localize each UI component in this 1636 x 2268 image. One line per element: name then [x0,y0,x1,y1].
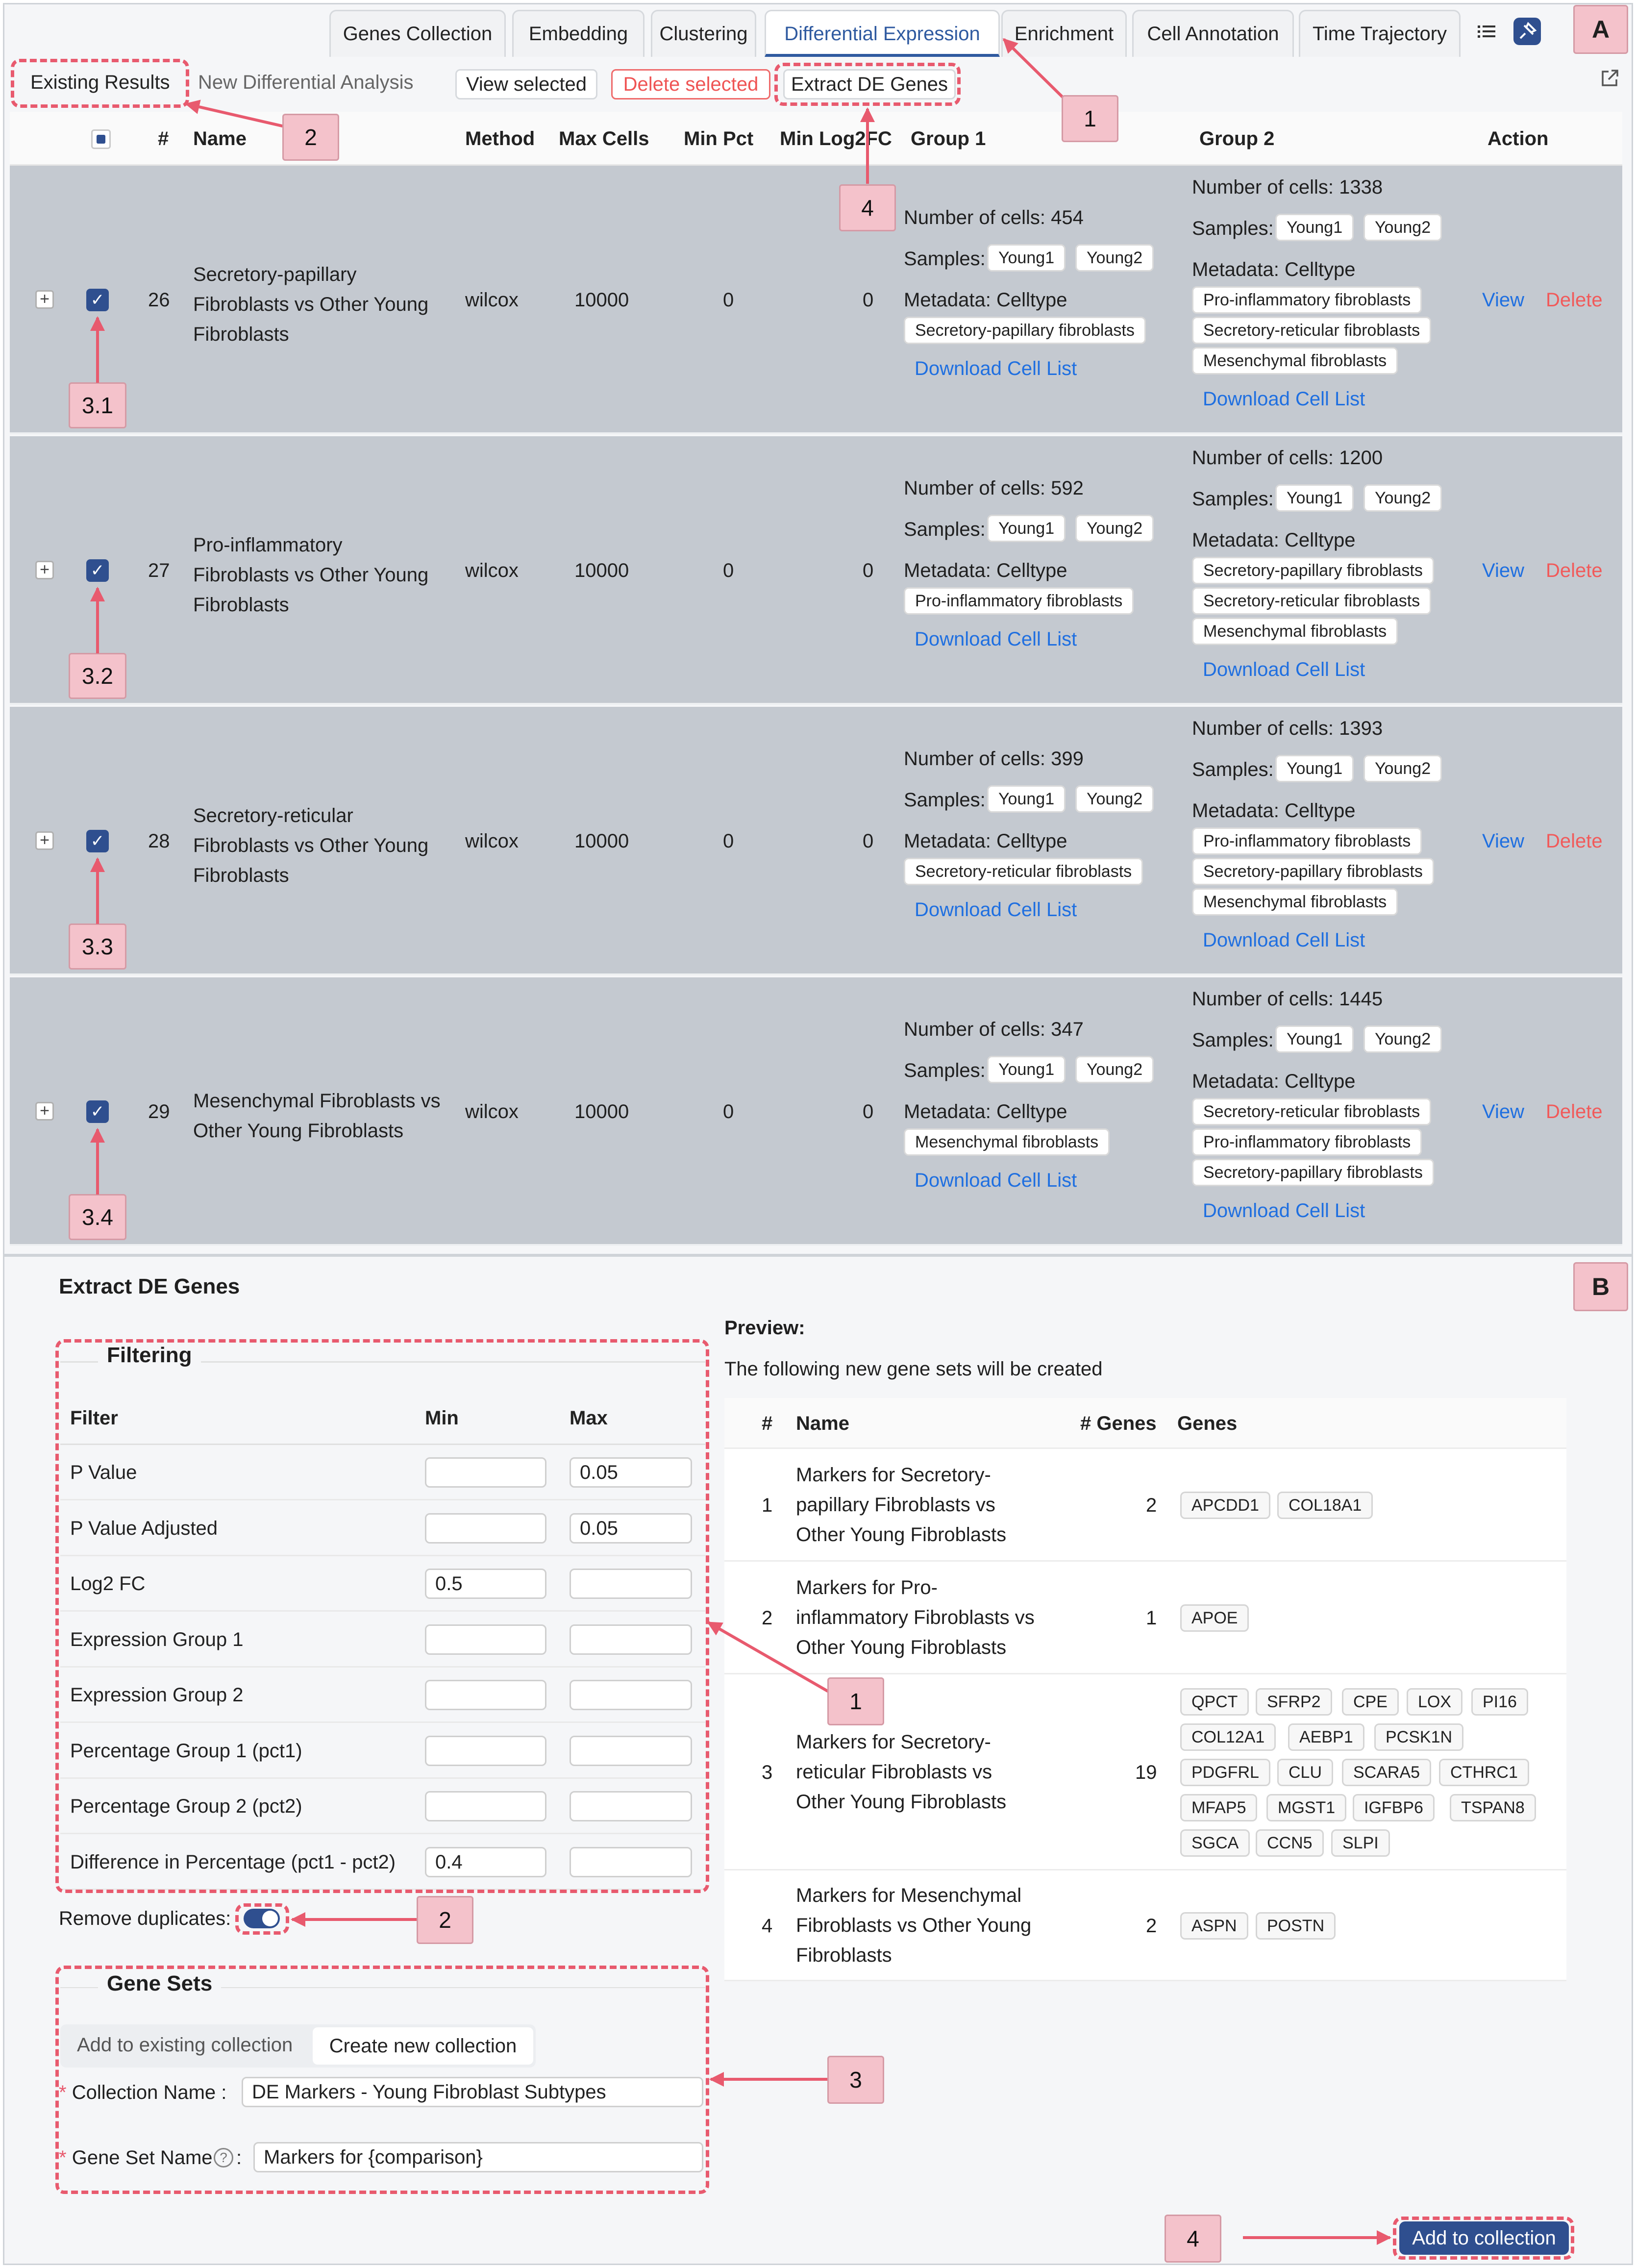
filter-label: Log2 FC [70,1573,146,1595]
filter-min-input[interactable]: 0.5 [425,1569,546,1599]
preview-name-line: Other Young Fibroblasts [796,1791,1007,1813]
g1-samples-label: Samples: [904,519,986,540]
gene-set-name-input[interactable]: Markers for {comparison} [253,2142,703,2172]
delete-link[interactable]: Delete [1546,1101,1603,1122]
callout-a1: 1 [1062,95,1118,142]
g2-metadata-label: Metadata: Celltype [1192,259,1356,280]
g1-metadata-label: Metadata: Celltype [904,1101,1067,1122]
col-min-log2fc: Min Log2FC [780,128,892,150]
gene-tag: MFAP5 [1180,1794,1257,1821]
g2-celltype-tag: Secretory-papillary fibroblasts [1192,858,1434,885]
view-link[interactable]: View [1482,1101,1524,1122]
filter-label: P Value [70,1462,137,1483]
g2-sample-tag: Young1 [1275,1025,1354,1053]
g2-celltype-tag: Mesenchymal fibroblasts [1192,347,1398,374]
preview-row-name [796,1727,1006,1817]
g2-samples-label: Samples: [1192,1029,1274,1051]
g1-cell-count-value: 454 [1051,207,1084,228]
row-min-pct: 0 [723,289,734,311]
tab-time-trajectory[interactable]: Time Trajectory [1299,10,1461,57]
select-all-checkbox[interactable] [91,129,111,149]
row-name [193,530,428,620]
col-method: Method [465,128,535,150]
preview-row-number: 2 [762,1607,773,1629]
row-max-cells: 10000 [574,830,629,852]
row-name-line: Secretory-reticular [193,805,353,826]
g1-cell-count [904,207,1084,229]
expand-row-icon[interactable]: + [35,561,54,579]
highlight-remove-duplicates [235,1903,289,1935]
highlight-filtering [55,1339,709,1893]
g1-samples-label: Samples: [904,1060,986,1081]
panel-label-a: A [1573,5,1628,54]
g1-cell-count-label: Number of cells: [904,748,1051,770]
row-min-log2fc: 0 [863,1101,874,1122]
row-min-pct: 0 [723,830,734,852]
filter-label: Percentage Group 1 (pct1) [70,1740,302,1762]
filter-col-filter: Filter [70,1407,118,1429]
row-checkbox[interactable]: ✓ [86,1100,109,1123]
checkbox-callout: 3.2 [69,653,126,699]
list-icon[interactable] [1477,22,1496,41]
g2-sample-tag: Young1 [1275,484,1354,512]
g2-cell-count [1192,718,1383,740]
g2-sample-tag: Young2 [1363,1025,1442,1053]
preview-col-name: Name [796,1413,849,1434]
g1-metadata-label: Metadata: Celltype [904,289,1067,311]
gene-tag: COL12A1 [1180,1723,1276,1751]
g2-download-cell-list-link[interactable]: Download Cell List [1203,659,1365,680]
preview-name-line: Other Young Fibroblasts [796,1637,1007,1658]
preview-gene-count: 19 [1135,1762,1157,1783]
preview-name-line: Fibroblasts [796,1944,892,1966]
gene-set-name-colon: : [236,2147,242,2168]
row-number: 27 [148,560,170,581]
row-number: 29 [148,1101,170,1122]
delete-selected-button[interactable]: Delete selected [611,69,770,100]
g2-celltype-tag: Secretory-reticular fibroblasts [1192,587,1431,615]
g2-cell-count-value: 1200 [1339,447,1383,469]
view-link[interactable]: View [1482,560,1524,581]
filter-label: Percentage Group 2 (pct2) [70,1795,302,1817]
collection-name-input[interactable]: DE Markers - Young Fibroblast Subtypes [242,2077,703,2107]
checkbox-callout: 3.4 [69,1194,126,1240]
g1-sample-tag: Young2 [1075,1056,1154,1083]
gene-tag: CPE [1342,1688,1399,1716]
filter-col-min: Min [425,1407,459,1429]
filter-max-input[interactable]: 0.05 [570,1457,692,1488]
g2-celltype-tag: Pro-inflammatory fibroblasts [1192,1128,1422,1156]
expand-row-icon[interactable]: + [35,290,54,309]
g2-celltype-tag: Secretory-papillary fibroblasts [1192,1159,1434,1186]
tab-enrichment[interactable]: Enrichment [1001,10,1127,57]
gene-tag: PDGFRL [1180,1759,1270,1786]
row-number: 26 [148,289,170,311]
preview-name-line: Fibroblasts vs Other Young [796,1915,1032,1936]
gene-tag: PCSK1N [1374,1723,1463,1751]
extract-title: Extract DE Genes [59,1274,240,1298]
col-min-pct: Min Pct [684,128,754,150]
g2-cell-count-label: Number of cells: [1192,447,1339,469]
row-method: wilcox [465,1101,519,1122]
g1-samples-label: Samples: [904,248,986,270]
g2-metadata-label: Metadata: Celltype [1192,529,1356,551]
col-max-cells: Max Cells [559,128,649,150]
delete-link[interactable]: Delete [1546,560,1603,581]
g1-cell-count [904,1019,1084,1041]
col-group1: Group 1 [911,128,986,150]
g2-download-cell-list-link[interactable]: Download Cell List [1203,929,1365,951]
preview-gene-count: 2 [1146,1495,1157,1516]
g1-metadata-label: Metadata: Celltype [904,560,1067,581]
row-name-line: Fibroblasts vs Other Young [193,835,429,856]
g2-metadata-label: Metadata: Celltype [1192,1071,1356,1092]
g2-celltype-tag: Secretory-reticular fibroblasts [1192,1098,1431,1125]
g1-download-cell-list-link[interactable]: Download Cell List [915,628,1077,650]
preview-name-line: Markers for Mesenchymal [796,1885,1022,1906]
table-row [10,977,1622,1246]
g1-sample-tag: Young1 [987,515,1066,542]
gene-tag: APOE [1180,1604,1249,1632]
g2-samples-label: Samples: [1192,218,1274,239]
tab-clustering[interactable]: Clustering [651,10,756,57]
row-checkbox[interactable]: ✓ [86,559,109,582]
callout-b2: 2 [417,1896,473,1944]
create-new-collection-option[interactable]: Create new collection [313,2027,533,2065]
row-name [193,801,428,891]
gene-tag: CCN5 [1256,1829,1324,1857]
g2-celltype-tag: Secretory-papillary fibroblasts [1192,557,1434,584]
gene-tag: MGST1 [1266,1794,1346,1821]
row-min-log2fc: 0 [863,289,874,311]
table-row [10,166,1622,434]
row-name-line: Fibroblasts vs Other Young [193,564,429,586]
row-number: 28 [148,830,170,852]
view-link[interactable]: View [1482,289,1524,311]
preview-row [724,1562,1566,1674]
preview-col-genes: Genes [1177,1413,1238,1434]
pin-icon[interactable] [1513,18,1541,45]
gene-tag: CTHRC1 [1439,1759,1529,1786]
tab-cell-annotation[interactable]: Cell Annotation [1132,10,1294,57]
highlight-extract-de-genes [774,63,961,106]
extract-de-genes-button[interactable]: Extract DE Genes [783,69,956,100]
g1-cell-count [904,477,1084,499]
g2-sample-tag: Young2 [1363,755,1442,782]
col-group2: Group 2 [1199,128,1275,150]
g2-sample-tag: Young1 [1275,755,1354,782]
gene-tag: SCARA5 [1342,1759,1431,1786]
tab-differential-expression[interactable]: Differential Expression [765,10,1000,57]
callout-a4: 4 [839,184,896,231]
g1-sample-tag: Young2 [1075,515,1154,542]
row-checkbox[interactable]: ✓ [86,289,109,311]
filtering-title: Filtering [98,1343,201,1368]
row-name-line: Fibroblasts [193,324,289,345]
preview-name-line: Markers for Secretory- [796,1464,991,1486]
g2-cell-count-value: 1445 [1339,988,1383,1010]
remove-duplicates-label: Remove duplicates: [59,1908,231,1929]
g1-sample-tag: Young2 [1075,785,1154,813]
g2-cell-count-value: 1338 [1339,176,1383,198]
preview-name-line: Other Young Fibroblasts [796,1524,1007,1545]
preview-row-name [796,1573,1035,1663]
gene-tag: TSPAN8 [1450,1794,1536,1821]
preview-row-number: 1 [762,1495,773,1516]
g2-sample-tag: Young2 [1363,214,1442,241]
filter-label: P Value Adjusted [70,1517,218,1539]
expand-row-icon[interactable]: + [35,831,54,850]
g1-sample-tag: Young2 [1075,244,1154,272]
row-max-cells: 10000 [574,560,629,581]
g2-samples-label: Samples: [1192,759,1274,780]
highlight-existing-results [11,59,189,108]
preview-col-num: # [762,1413,773,1434]
g2-cell-count-label: Number of cells: [1192,988,1339,1010]
g2-download-cell-list-link[interactable]: Download Cell List [1203,388,1365,410]
g2-samples-label: Samples: [1192,488,1274,510]
filter-min-input[interactable]: 0.4 [425,1847,546,1877]
row-name-line: Fibroblasts [193,865,289,886]
row-method: wilcox [465,830,519,852]
checkbox-callout: 3.1 [69,382,126,428]
preview-row [724,1870,1566,1981]
col-name: Name [193,128,247,150]
gene-sets-title: Gene Sets [98,1971,221,1996]
preview-name-line: Markers for Secretory- [796,1731,991,1753]
subtab-existing-results[interactable]: Existing Results [30,72,170,93]
expand-row-icon[interactable]: + [35,1102,54,1121]
row-min-log2fc: 0 [863,830,874,852]
g1-sample-tag: Young1 [987,785,1066,813]
preview-gene-count: 1 [1146,1607,1157,1629]
preview-row-number: 4 [762,1915,773,1937]
checkbox-callout: 3.3 [69,923,126,970]
g2-celltype-tag: Secretory-reticular fibroblasts [1192,317,1431,344]
col-action: Action [1487,128,1549,150]
row-name-line: Secretory-papillary [193,264,357,285]
g1-sample-tag: Young1 [987,244,1066,272]
row-name-line: Mesenchymal Fibroblasts vs [193,1090,441,1112]
row-name-line: Fibroblasts [193,594,289,616]
gene-tag: SFRP2 [1256,1688,1332,1716]
g2-cell-count-label: Number of cells: [1192,176,1339,198]
gene-tag: IGFBP6 [1353,1794,1435,1821]
row-method: wilcox [465,289,519,311]
gene-tag: COL18A1 [1277,1492,1373,1519]
row-checkbox[interactable]: ✓ [86,830,109,852]
gene-tag: LOX [1407,1688,1462,1716]
delete-link[interactable]: Delete [1546,289,1603,311]
table-row [10,436,1622,705]
g2-sample-tag: Young1 [1275,214,1354,241]
tab-embedding[interactable]: Embedding [512,10,644,57]
g2-metadata-label: Metadata: Celltype [1192,800,1356,822]
g2-celltype-tag: Mesenchymal fibroblasts [1192,888,1398,916]
tab-genes-collection[interactable]: Genes Collection [329,10,506,57]
g1-samples-label: Samples: [904,789,986,811]
filter-label: Difference in Percentage (pct1 - pct2) [70,1851,396,1873]
g1-cell-count-label: Number of cells: [904,477,1051,499]
add-to-existing-collection-option[interactable]: Add to existing collection [77,2034,293,2056]
callout-b1: 1 [827,1677,884,1725]
gene-set-name-label: * Gene Set Name [59,2147,213,2168]
open-external-icon[interactable] [1599,68,1620,89]
gene-set-name-label-text: Gene Set Name [72,2147,213,2168]
g2-sample-tag: Young2 [1363,484,1442,512]
g2-cell-count [1192,447,1383,469]
filter-max-input[interactable]: 0.05 [570,1513,692,1544]
gene-tag: SGCA [1180,1829,1250,1857]
gene-tag: CLU [1277,1759,1333,1786]
g2-celltype-tag: Mesenchymal fibroblasts [1192,618,1398,645]
g2-cell-count [1192,988,1383,1010]
row-name-line: Fibroblasts vs Other Young [193,294,429,315]
g2-celltype-tag: Pro-inflammatory fibroblasts [1192,286,1422,314]
subtab-new-analysis[interactable]: New Differential Analysis [198,72,414,93]
collection-name-label: * Collection Name : [59,2082,227,2103]
gene-tag: SLPI [1331,1829,1390,1857]
g1-download-cell-list-link[interactable]: Download Cell List [915,899,1077,921]
view-selected-button[interactable]: View selected [455,69,597,100]
preview-name-line: inflammatory Fibroblasts vs [796,1607,1035,1628]
row-name [193,1086,441,1146]
g2-cell-count-value: 1393 [1339,718,1383,739]
g1-cell-count-value: 399 [1051,748,1084,770]
preview-subtitle: The following new gene sets will be created [724,1358,1103,1380]
g1-cell-count-value: 592 [1051,477,1084,499]
g1-cell-count-value: 347 [1051,1019,1084,1040]
row-method: wilcox [465,560,519,581]
preview-gene-count: 2 [1146,1915,1157,1937]
g1-celltype-tag: Pro-inflammatory fibroblasts [904,587,1134,615]
view-link[interactable]: View [1482,830,1524,852]
row-max-cells: 10000 [574,289,629,311]
g1-cell-count-label: Number of cells: [904,1019,1051,1040]
row-name [193,260,428,349]
g1-cell-count-label: Number of cells: [904,207,1051,228]
callout-b3: 3 [827,2056,884,2104]
row-min-log2fc: 0 [863,560,874,581]
preview-row-name [796,1881,1031,1970]
preview-row-name [796,1460,1006,1550]
g1-download-cell-list-link[interactable]: Download Cell List [915,1170,1077,1191]
row-name-line: Pro-inflammatory [193,534,343,556]
g1-download-cell-list-link[interactable]: Download Cell List [915,358,1077,379]
preview-name-line: Markers for Pro- [796,1577,938,1598]
col-num: # [158,128,169,150]
filter-label: Expression Group 1 [70,1628,244,1650]
callout-a2: 2 [282,114,339,161]
g2-celltype-tag: Pro-inflammatory fibroblasts [1192,827,1422,855]
filter-label: Expression Group 2 [70,1684,244,1706]
highlight-gene-sets [55,1966,709,2194]
row-name-line: Other Young Fibroblasts [193,1120,404,1142]
gene-tag: PI16 [1471,1688,1528,1716]
table-row [10,707,1622,975]
g2-download-cell-list-link[interactable]: Download Cell List [1203,1200,1365,1221]
help-icon[interactable]: ? [214,2148,233,2168]
g1-celltype-tag: Secretory-reticular fibroblasts [904,858,1143,885]
g1-sample-tag: Young1 [987,1056,1066,1083]
gene-tag: ASPN [1180,1912,1248,1940]
callout-b4: 4 [1165,2215,1221,2263]
add-to-collection-button[interactable]: Add to collection [1399,2221,1569,2255]
g2-cell-count [1192,176,1383,199]
row-max-cells: 10000 [574,1101,629,1122]
g2-cell-count-label: Number of cells: [1192,718,1339,739]
preview-name-line: reticular Fibroblasts vs [796,1761,992,1783]
row-min-pct: 0 [723,560,734,581]
preview-row-number: 3 [762,1762,773,1783]
preview-col-ngenes: # Genes [1080,1413,1157,1434]
delete-link[interactable]: Delete [1546,830,1603,852]
preview-title: Preview: [724,1317,805,1339]
row-min-pct: 0 [723,1101,734,1122]
preview-name-line: papillary Fibroblasts vs [796,1494,995,1516]
filter-col-max: Max [570,1407,608,1429]
g1-metadata-label: Metadata: Celltype [904,830,1067,852]
collection-name-label-text: Collection Name [72,2082,216,2103]
panel-label-b: B [1573,1262,1628,1311]
gene-tag: AEBP1 [1288,1723,1364,1751]
g1-celltype-tag: Mesenchymal fibroblasts [904,1128,1110,1156]
gene-tag: APCDD1 [1180,1492,1270,1519]
preview-row [724,1449,1566,1562]
g1-celltype-tag: Secretory-papillary fibroblasts [904,317,1146,344]
highlight-add-to-collection [1393,2217,1574,2260]
gene-tag: QPCT [1180,1688,1249,1716]
g1-cell-count [904,748,1084,770]
gene-tag: POSTN [1256,1912,1336,1940]
preview-table-header [724,1398,1566,1449]
results-table-header [10,112,1622,166]
